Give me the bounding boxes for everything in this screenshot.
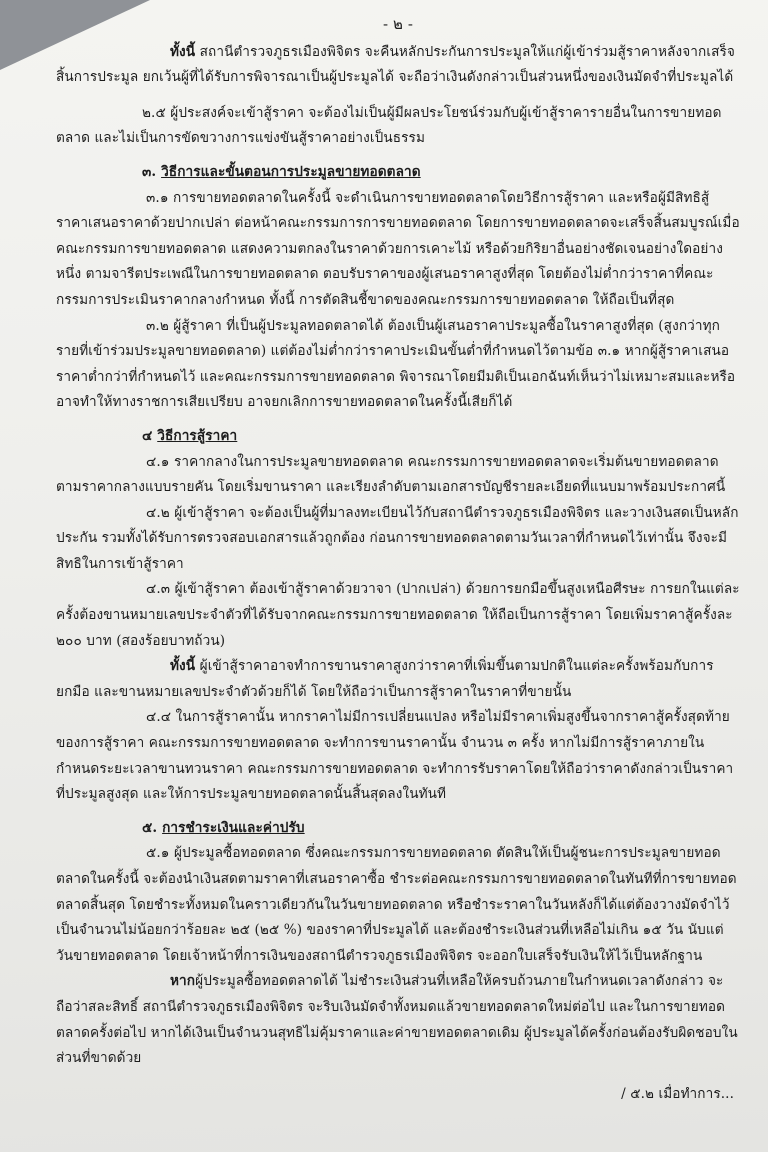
- paragraph-text: ผู้เข้าสู้ราคาอาจทำการขานราคาสูงกว่าราคาที่เพิ่มขึ้นตามปกติในแต่ละครั้งพร้อมกับการยกมือ และขานหมายเลขประจำตัวด้วยก็ได้ โดยให้ถือว่าเป็นการสู้ราคาในราคาที่ขายนั้น: [56, 658, 714, 700]
- paragraph-text: ผู้ประมูลซื้อทอดตลาดได้ ไม่ชำระเงินส่วนที่เหลือให้ครบถ้วนภายในกำหนดเวลาดังกล่าว จะถือว่าสละสิทธิ์ สถานีตำรวจภูธรเมืองพิจิตร จะริบเงินมัดจำทั้งหมดแล้วขายทอดตลาดใหม่ต่อไป และในการขายทอดตลาดครั้งต่อไป หากได้เงินเป็นจำนวนสุทธิไม่คุ้มราคาและค่าขายทอดตลาดเดิม ผู้ประมูลได้ครั้งก่อนต้องรับผิดชอบในส่วนที่ขาดด้วย: [56, 973, 738, 1067]
- section-4-title: วิธีการสู้ราคา: [157, 427, 238, 444]
- section-3-heading: [56, 160, 740, 186]
- section-5-title: การชำระเงินและค่าปรับ: [162, 819, 305, 836]
- paragraph-3-2: ๓.๒ ผู้สู้ราคา ที่เป็นผู้ประมูลทอดตลาดได้ ต้องเป็นผู้เสนอราคาประมูลซื้อในราคาสูงที่สุด (สูงกว่าทุกรายที่เข้าร่วมประมูลขายทอดตลาด) แต่ต้องไม่ต่ำกว่าราคาประเมินขั้นต่ำที่กำหนดไว้ตามข้อ ๓.๑ หากผู้สู้ราคาเสนอราคาต่ำกว่าที่กำหนดไว้ และคณะกรรมการขายทอดตลาด พิจารณาโดยมีมติเป็นเอกฉันท์เห็นว่าไม่เหมาะสมและหรืออาจทำให้ทางราชการเสียเปรียบ อาจยกเลิกการขายทอดตลาดในครั้งนี้เสียก็ได้: [56, 317, 736, 411]
- paragraph-text: สถานีตำรวจภูธรเมืองพิจิตร จะคืนหลักประกันการประมูลให้แก่ผู้เข้าร่วมสู้ราคาหลังจากเสร็จสิ้นการประมูล ยกเว้นผู้ที่ได้รับการพิจารณาเป็นผู้ประมูลได้ จะถือว่าเงินดังกล่าวเป็นส่วนหนึ่งของเงินมัดจำที่ประมูลได้: [56, 43, 735, 86]
- paragraph-thangni-bid: [56, 654, 740, 705]
- paragraph-4-1: ๔.๑ ราคากลางในการประมูลขายทอดตลาด คณะกรรมการขายทอดตลาดจะเริ่มต้นขายทอดตลาดตามราคากลางแบบรายคัน โดยเริ่มขานราคา และเรียงลำดับตามเอกสารบัญชีรายละเอียดที่แนบมาพร้อมประกาศนี้: [56, 453, 726, 496]
- paragraph-3-1: ๓.๑ การขายทอดตลาดในครั้งนี้ จะดำเนินการขายทอดตลาดโดยวิธีการสู้ราคา และหรือผู้มีสิทธิสู้ราคาเสนอราคาด้วยปากเปล่า ต่อหน้าคณะกรรมการการขายทอดตลาด โดยการขายทอดตลาดจะเสร็จสิ้นสมบูรณ์เมื่อคณะกรรมการขายทอดตลาด แสดงความตกลงในราคาด้วยการเคาะไม้ หรือด้วยกิริยาอื่นอย่างชัดเจนอย่างใดอย่างหนึ่ง ตามจารีตประเพณีในการขายทอดตลาด ตอบรับราคาของผู้เสนอราคาสูงที่สุด โดยต้องไม่ต่ำกว่าราคาที่คณะกรรมการประเมินราคากลางกำหนด ทั้งนี้ การตัดสินชี้ขาดของคณะกรรมการขายทอดตลาด ให้ถือเป็นที่สุด: [56, 189, 740, 308]
- section-3-number: ๓.: [142, 163, 157, 180]
- continuation-footer: / ๕.๒ เมื่อทำการ...: [621, 1085, 734, 1102]
- bold-lead-thangni: ทั้งนี้: [170, 658, 196, 675]
- section-4-heading: [56, 424, 740, 450]
- bold-lead-hak: หาก: [170, 973, 196, 990]
- section-3-title: วิธีการและขั้นตอนการประมูลขายทอดตลาด: [161, 163, 421, 180]
- section-4-number: ๔: [142, 427, 153, 444]
- paragraph-2-5: ๒.๕ ผู้ประสงค์จะเข้าสู้ราคา จะต้องไม่เป็นผู้มีผลประโยชน์ร่วมกับผู้เข้าสู้ราคารายอื่นในการขายทอดตลาด และไม่เป็นการขัดขวางการแข่งขันสู้ราคาอย่างเป็นธรรม: [56, 104, 722, 147]
- paragraph-hak-penalty: [56, 969, 740, 1071]
- section-5-number: ๕.: [142, 819, 158, 836]
- page-number: - ๒ -: [382, 15, 414, 33]
- paragraph-4-4: ๔.๔ ในการสู้ราคานั้น หากราคาไม่มีการเปลี่ยนแปลง หรือไม่มีราคาเพิ่มสูงขึ้นจากราคาสู้ครั้งสุดท้ายของการสู้ราคา คณะกรรมการขายทอดตลาด จะทำการขานราคานั้น จำนวน ๓ ครั้ง หากไม่มีการสู้ราคาภายในกำหนดระยะเวลาขานทวนราคา คณะกรรมการขายทอดตลาด จะทำการรับราคาโดยให้ถือว่าราคาดังกล่าวเป็นราคาที่ประมูลสูงสุด และให้การประมูลขายทอดตลาดนั้นสิ้นสุดลงในทันที: [56, 709, 734, 803]
- paragraph-4-2: ๔.๒ ผู้เข้าสู้ราคา จะต้องเป็นผู้ที่มาลงทะเบียนไว้กับสถานีตำรวจภูธรเมืองพิจิตร และวางเงินสดเป็นหลักประกัน รวมทั้งได้รับการตรวจสอบเอกสารแล้วถูกต้อง ก่อนการขายทอดตลาดตามวันเวลาที่กำหนดไว้เท่านั้น จึงจะมีสิทธิในการเข้าสู้ราคา: [56, 504, 739, 572]
- paragraph-thangni-refund: [56, 40, 740, 91]
- paragraph-5-1: ๕.๑ ผู้ประมูลซื้อทอดตลาด ซึ่งคณะกรรมการขายทอดตลาด ตัดสินให้เป็นผู้ชนะการประมูลขายทอดตลาดในครั้งนี้ จะต้องนำเงินสดตามราคาที่เสนอราคาซื้อ ชำระต่อคณะกรรมการขายทอดตลาดในทันทีที่การขายทอดตลาดสิ้นสุด โดยชำระทั้งหมดในคราวเดียวกันในวันขายทอดตลาด หรือชำระราคาในวันหลังก็ได้แต่ต้องวางมัดจำไว้เป็นจำนวนไม่น้อยกว่าร้อยละ ๒๕ (๒๕ %) ของราคาที่ประมูลได้ และต้องชำระเงินส่วนที่เหลือไม่เกิน ๑๕ วัน นับแต่วันขายทอดตลาด โดยเจ้าหน้าที่การเงินของสถานีตำรวจภูธรเมืองพิจิตร จะออกใบเสร็จรับเงินให้ไว้เป็นหลักฐาน: [56, 845, 737, 964]
- section-5-heading: [56, 816, 740, 842]
- bold-lead-thangni: ทั้งนี้: [170, 43, 196, 60]
- paragraph-4-3: ๔.๓ ผู้เข้าสู้ราคา ต้องเข้าสู้ราคาด้วยวาจา (ปากเปล่า) ด้วยการยกมือขึ้นสูงเหนือศีรษะ การยกในแต่ละครั้งต้องขานหมายเลขประจำตัวที่ได้รับจากคณะกรรมการขายทอดตลาด ให้ถือเป็นการสู้ราคา โดยเพิ่มราคาสู้ครั้งละ ๒๐๐ บาท (สองร้อยบาทถ้วน): [56, 581, 740, 649]
- document-body: [56, 12, 740, 1107]
